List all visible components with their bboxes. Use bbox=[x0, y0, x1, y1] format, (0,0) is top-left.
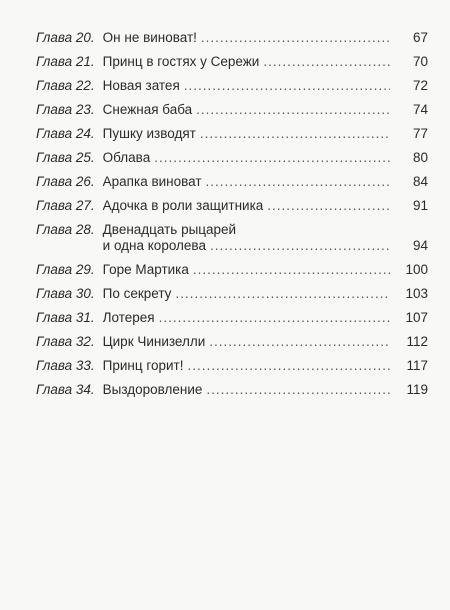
page-number: 107 bbox=[405, 310, 428, 325]
chapter-title: Лотерея bbox=[102, 310, 155, 325]
chapter-title: Он не виноват! bbox=[102, 30, 197, 45]
chapter-title: Арапка виноват bbox=[102, 174, 202, 189]
toc-entry-21 bbox=[36, 54, 428, 70]
title-wrap bbox=[103, 54, 390, 70]
chapter-text bbox=[103, 126, 428, 142]
page-number: 77 bbox=[412, 126, 428, 141]
chapter-title: Выздоровление bbox=[102, 382, 203, 397]
toc-entry-31 bbox=[36, 310, 428, 326]
title-wrap bbox=[103, 358, 390, 374]
chapter-label: Глава 25. bbox=[36, 150, 95, 165]
chapter-label: Глава 27. bbox=[36, 198, 95, 213]
chapter-label: Глава 34. bbox=[36, 382, 95, 397]
chapter-title: Адочка в роли защитника bbox=[102, 198, 264, 213]
chapter-text bbox=[103, 198, 428, 214]
chapter-text bbox=[103, 54, 428, 70]
chapter-text bbox=[103, 286, 428, 302]
chapter-title: Снежная баба bbox=[102, 102, 193, 117]
page-number: 70 bbox=[412, 54, 428, 69]
toc-entry-20 bbox=[36, 30, 428, 46]
chapter-label: Глава 31. bbox=[36, 310, 95, 325]
title-wrap bbox=[103, 30, 390, 46]
chapter-text bbox=[103, 358, 428, 374]
chapter-text bbox=[103, 238, 428, 254]
chapter-text bbox=[103, 334, 428, 350]
chapter-label: Глава 29. bbox=[36, 262, 95, 277]
chapter-title: Цирк Чинизелли bbox=[102, 334, 206, 349]
toc-entry-30 bbox=[36, 286, 428, 302]
toc-entry-33 bbox=[36, 358, 428, 374]
first-line bbox=[36, 222, 428, 238]
title-wrap bbox=[103, 198, 390, 214]
chapter-label: Глава 20. bbox=[36, 30, 95, 45]
chapter-label: Глава 22. bbox=[36, 78, 95, 93]
toc-entry-22 bbox=[36, 78, 428, 94]
chapter-label: Глава 24. bbox=[36, 126, 95, 141]
chapter-title: Облава bbox=[102, 150, 151, 165]
dot-leader bbox=[263, 198, 390, 214]
dot-leader bbox=[202, 174, 390, 190]
title-wrap bbox=[103, 382, 390, 398]
page-number: 117 bbox=[406, 358, 428, 373]
page-number: 91 bbox=[412, 198, 428, 213]
dot-leader bbox=[206, 238, 390, 254]
dot-leader bbox=[192, 102, 390, 118]
toc-entry-26 bbox=[36, 174, 428, 190]
toc-entry-23 bbox=[36, 102, 428, 118]
chapter-title: По секрету bbox=[102, 286, 172, 301]
chapter-text bbox=[103, 310, 428, 326]
dot-leader bbox=[205, 334, 390, 350]
dot-leader bbox=[150, 150, 390, 166]
page-number: 119 bbox=[406, 382, 428, 397]
chapter-title: Пушку изводят bbox=[102, 126, 196, 141]
chapter-label: Глава 32. bbox=[36, 334, 95, 349]
title-wrap bbox=[103, 102, 390, 118]
chapter-text bbox=[103, 262, 428, 278]
dot-leader bbox=[180, 78, 390, 94]
title-wrap bbox=[103, 238, 390, 254]
dot-leader bbox=[202, 382, 390, 398]
page-number: 80 bbox=[412, 150, 428, 165]
chapter-title: Принц горит! bbox=[102, 358, 184, 373]
title-wrap bbox=[103, 262, 390, 278]
toc-entry-29 bbox=[36, 262, 428, 278]
title-wrap bbox=[103, 126, 390, 142]
title-wrap bbox=[103, 310, 390, 326]
chapter-text bbox=[103, 78, 428, 94]
chapter-text bbox=[103, 382, 428, 398]
toc-entry-24 bbox=[36, 126, 428, 142]
chapter-text bbox=[103, 30, 428, 46]
chapter-label: Глава 33. bbox=[36, 358, 95, 373]
dot-leader bbox=[259, 54, 390, 70]
chapter-label: Глава 30. bbox=[36, 286, 95, 301]
page-number: 84 bbox=[412, 174, 428, 189]
page-number: 67 bbox=[412, 30, 428, 45]
chapter-label: Глава 21. bbox=[36, 54, 95, 69]
table-of-contents bbox=[36, 30, 428, 406]
toc-entry-25 bbox=[36, 150, 428, 166]
dot-leader bbox=[189, 262, 390, 278]
title-wrap bbox=[103, 286, 390, 302]
page-number: 72 bbox=[412, 78, 428, 93]
toc-entry-32 bbox=[36, 334, 428, 350]
chapter-title: Принц в гостях у Сережи bbox=[102, 54, 260, 69]
title-wrap bbox=[103, 334, 390, 350]
chapter-title: Новая затея bbox=[102, 78, 180, 93]
page-number: 74 bbox=[412, 102, 428, 117]
chapter-text bbox=[103, 102, 428, 118]
chapter-text bbox=[103, 174, 428, 190]
toc-entry-34 bbox=[36, 382, 428, 398]
page-number: 100 bbox=[405, 262, 428, 277]
chapter-title-line-1: Двенадцать рыцарей bbox=[102, 222, 237, 237]
title-wrap bbox=[103, 78, 390, 94]
second-line bbox=[36, 238, 428, 254]
dot-leader bbox=[197, 30, 390, 46]
title-wrap bbox=[103, 174, 390, 190]
chapter-title: Горе Мартика bbox=[102, 262, 189, 277]
chapter-text bbox=[103, 150, 428, 166]
chapter-title-line-2: и одна королева bbox=[102, 238, 206, 253]
dot-leader bbox=[183, 358, 390, 374]
chapter-label: Глава 28. bbox=[36, 222, 95, 237]
dot-leader bbox=[196, 126, 390, 142]
chapter-label: Глава 23. bbox=[36, 102, 95, 117]
page-number: 94 bbox=[412, 238, 428, 253]
page-number: 112 bbox=[406, 334, 428, 349]
toc-entry-28 bbox=[36, 222, 428, 254]
dot-leader bbox=[155, 310, 390, 326]
page-number: 103 bbox=[405, 286, 428, 301]
toc-entry-27 bbox=[36, 198, 428, 214]
dot-leader bbox=[171, 286, 390, 302]
chapter-label: Глава 26. bbox=[36, 174, 95, 189]
title-wrap bbox=[103, 150, 390, 166]
